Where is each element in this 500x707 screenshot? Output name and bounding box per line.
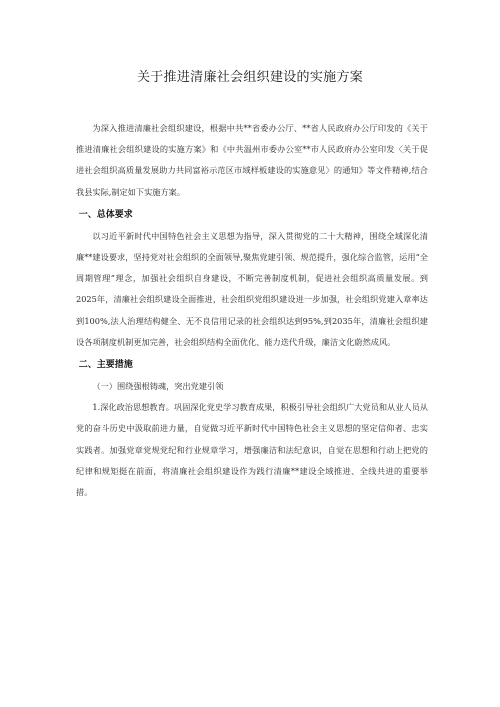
document-body [76,118,428,503]
intro-paragraph: 为深入推进清廉社会组织建设，根据中共**省委办公厅、**省人民政府办公厅印发的《关于推进清廉社会组织建设的实施方案》和《中共温州市委办公室**市人民政府办公室印发〈关于促进社会组织高质量发展助力共同富裕示范区市域样板建设的实施意见〉的通知》等文件精神,结合我县实际,制定如下实施方案。 [76,123,428,197]
subsection-heading-party-building: （一）围绕强根铸魂，突出党建引领 [92,381,224,392]
section-heading-main-measures: 二、主要措施 [78,360,133,371]
document-title: 关于推进清廉社会组织建设的实施方案 [136,70,364,85]
general-requirements-paragraph: 以习近平新时代中国特色社会主义思想为指导，深入贯彻党的二十大精神，围绕全域深化清廉**建设要求，坚持党对社会组织的全面领导,聚焦党建引领、规范提升，强化综合监管，运用“全周期管理”理念，加强社会组织自身建设，不断完善制度机制，促进社会组织高质量发展。到2025年，清廉社会组织建设全面推进，社会组织党组织建设进一步加强，社会组织党建入章率达到100%,法人治理结构健全、无不良信用记录的社会组织达到95%,到2035年，清廉社会组织建设各项制度机制更加完善，社会组织结构全面优化、能力迭代升级，廉洁文化蔚然成风。 [76,230,428,347]
measure-item-1-paragraph: 1.深化政治思想教育。巩固深化党史学习教育成果，积极引导社会组织广大党员和从业人员从党的奋斗历史中汲取前进力量，自觉做习近平新时代中国特色社会主义思想的坚定信仰者、忠实实践者。加强党章党规党纪和行业规章学习，增强廉洁和法纪意识，自觉在思想和行动上把党的纪律和规矩挺在前面，将清廉社会组织建设作为践行清廉**建设全域推进、全线共进的重要举措。 [76,402,428,498]
section-heading-general-requirements: 一、总体要求 [78,209,133,220]
